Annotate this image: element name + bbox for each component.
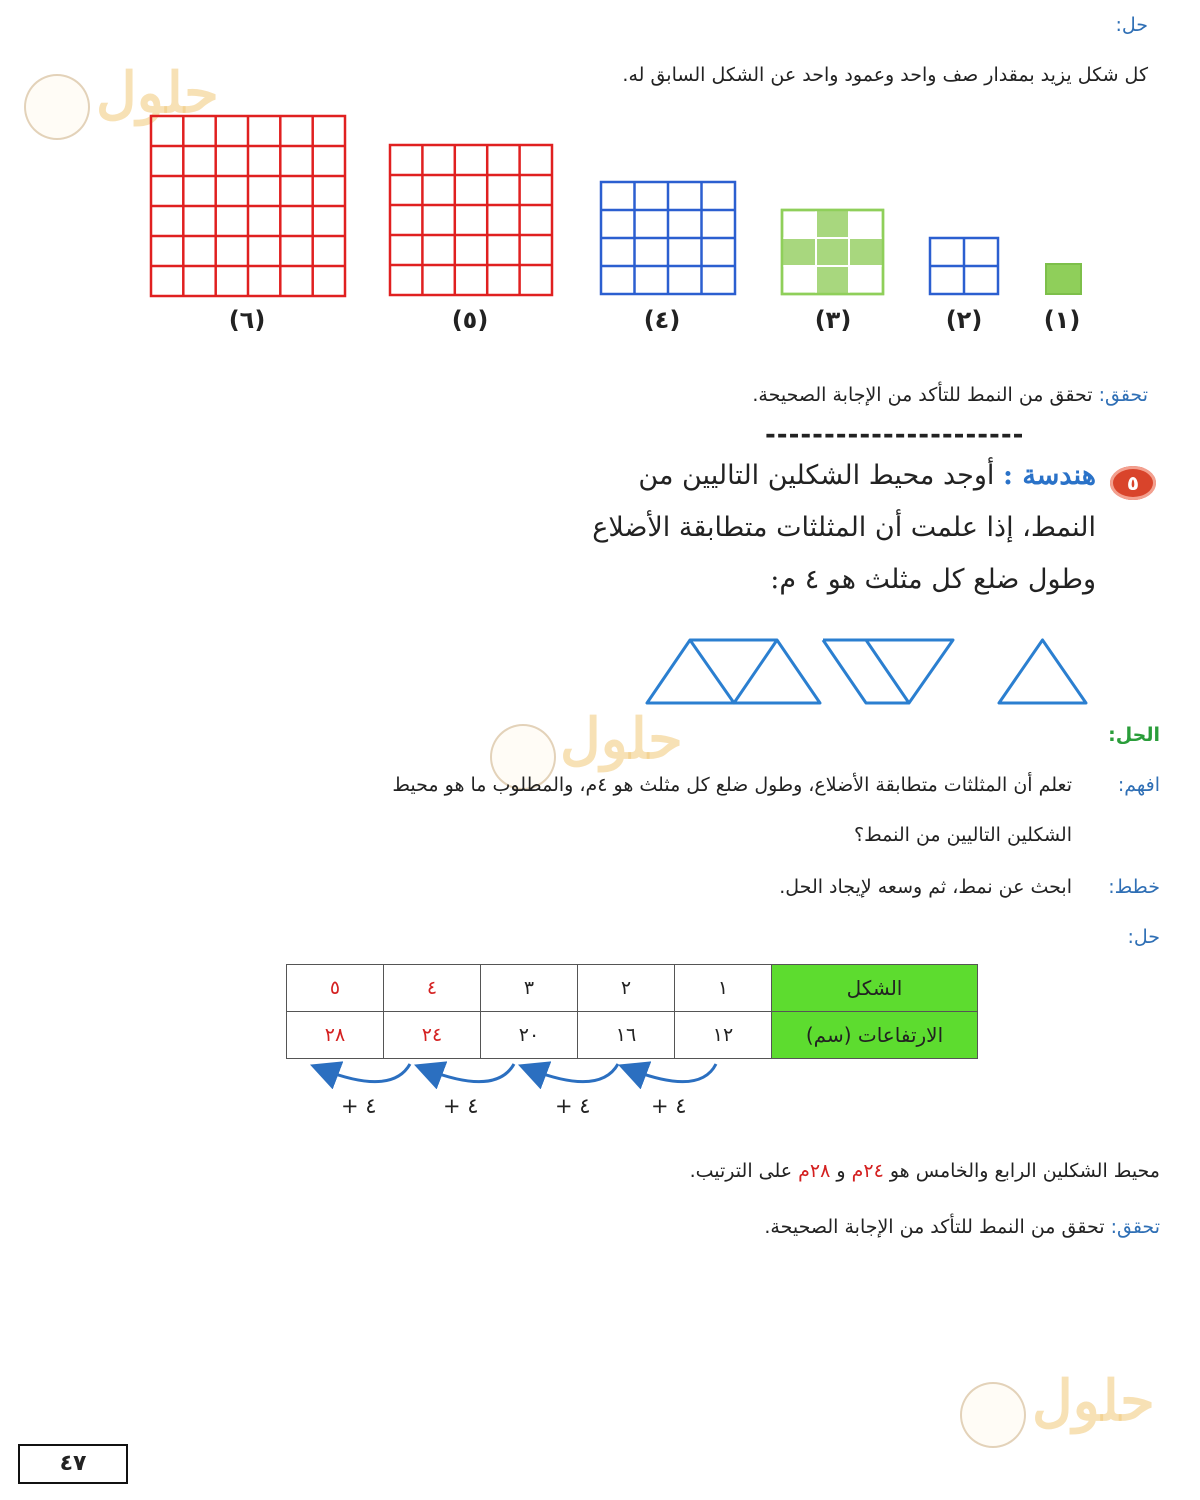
- figure-label-2: (٢): [945, 306, 983, 334]
- table-cell: ١: [675, 965, 772, 1012]
- page-number: ٤٧: [18, 1444, 128, 1484]
- solve-label: حل:: [1115, 14, 1148, 36]
- increment-label: + ٤: [651, 1094, 687, 1118]
- triangle-figure-2: [823, 640, 953, 703]
- arrow-icon: [324, 1064, 410, 1082]
- result-value-4: ٢٤م: [851, 1160, 884, 1182]
- triangle-pattern-figures: [0, 630, 1200, 710]
- triangle-figure-3: [647, 640, 820, 703]
- solution-heading: الحل:: [1108, 724, 1160, 746]
- figure-label-6: (٦): [228, 306, 266, 334]
- grid-figure-4: [601, 182, 735, 294]
- pattern-description: كل شكل يزيد بمقدار صف واحد وعمود واحد عن الشكل السابق له.: [622, 64, 1148, 86]
- check-label: تحقق:: [1098, 384, 1148, 406]
- result-line: [360, 1160, 1160, 1182]
- arrow-icon: [632, 1064, 716, 1082]
- table-cell: ١٢: [675, 1012, 772, 1059]
- problem-title: هندسة :: [1002, 460, 1096, 491]
- figure-label-4: (٤): [643, 306, 681, 334]
- problem-line-3: وطول ضلع كل مثلث هو ٤ م:: [770, 564, 1096, 595]
- arrow-icon: [532, 1064, 618, 1082]
- grid-figure-1: [1046, 264, 1081, 294]
- check-text: تحقق من النمط للتأكد من الإجابة الصحيحة.: [752, 384, 1093, 406]
- problem-text-1: أوجد محيط الشكلين التاليين من: [638, 460, 995, 491]
- check-text: تحقق من النمط للتأكد من الإجابة الصحيحة.: [764, 1216, 1105, 1238]
- plan-label: خطط:: [1108, 876, 1160, 898]
- table-cell: ٣: [481, 965, 578, 1012]
- table-cell: ٢: [578, 965, 675, 1012]
- figure-label-1: (١): [1043, 306, 1081, 334]
- result-and: و: [836, 1160, 846, 1182]
- result-value-5: ٢٨م: [798, 1160, 831, 1182]
- table-header-heights: الارتفاعات (سم): [772, 1012, 978, 1059]
- table-cell: ٢٠: [481, 1012, 578, 1059]
- table-cell: ٥: [287, 965, 384, 1012]
- plan-text: ابحث عن نمط، ثم وسعه لإيجاد الحل.: [779, 876, 1072, 898]
- table-row-shapes: [287, 965, 978, 1012]
- table-row-values: [287, 1012, 978, 1059]
- check-line-1: [448, 384, 1148, 406]
- grid-figure-2: [930, 238, 998, 294]
- increment-label: + ٤: [555, 1094, 591, 1118]
- table-cell: ١٦: [578, 1012, 675, 1059]
- solve-label-2: حل:: [1127, 926, 1160, 948]
- table-cell: ٢٨: [287, 1012, 384, 1059]
- grid-figure-5: [390, 145, 552, 295]
- arrow-icon: [428, 1064, 514, 1082]
- table-cell: ٢٤: [384, 1012, 481, 1059]
- result-prefix: محيط الشكلين الرابع والخامس هو: [889, 1160, 1160, 1182]
- understand-text-2: الشكلين التاليين من النمط؟: [854, 824, 1072, 846]
- figure-label-3: (٣): [814, 306, 852, 334]
- understand-label: افهم:: [1117, 774, 1160, 796]
- figure-label-5: (٥): [451, 306, 489, 334]
- problem-line-2: النمط، إذا علمت أن المثلثات متطابقة الأضلاع: [592, 512, 1096, 543]
- result-suffix: على الترتيب.: [689, 1160, 793, 1182]
- grid-figure-6: [151, 116, 345, 296]
- perimeter-table: [286, 964, 978, 1059]
- triangle-figure-1: [999, 640, 1086, 703]
- understand-text-1: تعلم أن المثلثات متطابقة الأضلاع، وطول ضلع كل مثلث هو ٤م، والمطلوب ما هو محيط: [392, 774, 1072, 796]
- grid-figure-3: [782, 210, 883, 294]
- check-line-2: [460, 1216, 1160, 1238]
- increment-label: + ٤: [443, 1094, 479, 1118]
- increment-arrows: [0, 1056, 1200, 1096]
- separator-dashes: ----------------------: [765, 420, 1025, 450]
- table-cell: ٤: [384, 965, 481, 1012]
- problem-number-badge: ٥: [1110, 466, 1156, 500]
- square-grid-figures: [0, 100, 1200, 310]
- check-label: تحقق:: [1110, 1216, 1160, 1238]
- table-header-shape: الشكل: [772, 965, 978, 1012]
- problem-line-1: [446, 460, 1096, 491]
- increment-label: + ٤: [341, 1094, 377, 1118]
